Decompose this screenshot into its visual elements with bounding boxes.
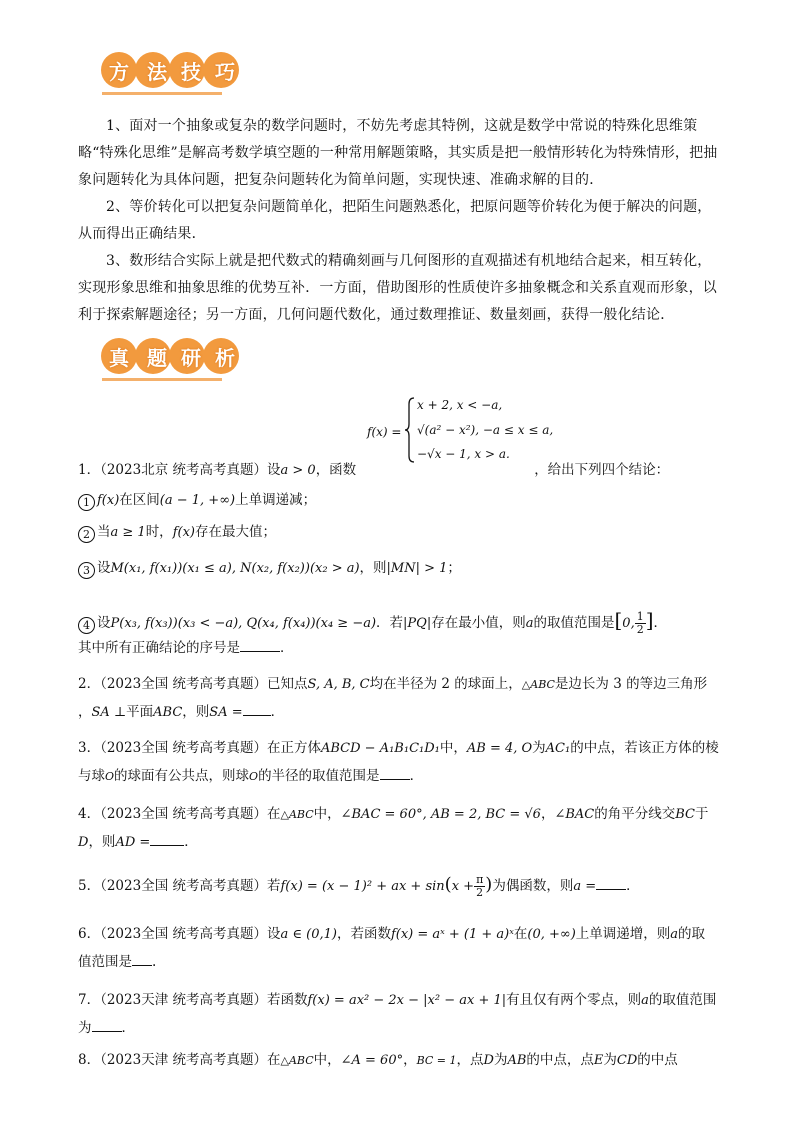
q2-line-1: 2．（2023全国 统考高考真题）已知点S, A, B, C均在半径为 2 的球面上，△ABC是边长为 3 的等边三角形 bbox=[78, 676, 708, 692]
brace-icon bbox=[404, 396, 416, 464]
badge-underline bbox=[102, 92, 222, 95]
answer-blank[interactable] bbox=[380, 767, 410, 780]
q1-piece-2: √(a² − x²), −a ≤ x ≤ a, bbox=[417, 423, 554, 437]
fraction: $\frac{1}{2}$ bbox=[636, 610, 644, 636]
q4-line-2: D，则AD = ． bbox=[78, 834, 198, 850]
badge-char: 真 bbox=[109, 345, 129, 370]
answer-blank[interactable] bbox=[92, 1019, 122, 1032]
q1-stem: 1．（2023北京 统考高考真题）设a > 0，函数 ，给出下列四个结论： bbox=[78, 462, 670, 478]
answer-blank[interactable] bbox=[243, 703, 271, 716]
q6-line-2: 值范围是 . bbox=[78, 954, 157, 970]
q1-fx-label: f(x) = bbox=[367, 425, 402, 439]
badge-char: 析 bbox=[215, 345, 235, 370]
q8-line-1: 8．（2023天津 统考高考真题）在△ABC中，∠A = 60°，BC = 1，点D为AB的中点，点E为CD的中点 bbox=[78, 1052, 678, 1068]
q6-line-1: 6．（2023全国 统考高考真题）设a ∈ (0,1)，若函数f(x) = aˣ + (1 + a)ˣ在(0, +∞)上单调递增，则a的取 bbox=[78, 926, 706, 942]
fraction: $\frac{\pi}{2}$ bbox=[476, 873, 484, 899]
q5-line-1: 5．（2023全国 统考高考真题）若f(x) = (x − 1)² + ax + sin(x + $\frac{\pi}{2}$ )为偶函数，则a = ． bbox=[78, 873, 640, 899]
q3-line-2: 与球O的球面有公共点，则球O的半径的取值范围是 ． bbox=[78, 768, 424, 784]
methods-paragraph-2: 2、等价转化可以把复杂问题简单化，把陌生问题熟悉化，把原问题等价转化为便于解决的问题，从而得出正确结果． bbox=[78, 199, 712, 242]
badge-char: 巧 bbox=[215, 59, 235, 84]
methods-paragraph-3: 3、数形结合实际上就是把代数式的精确刻画与几何图形的直观描述有机地结合起来，相互转化，实现形象思维和抽象思维的优势互补．一方面，借助图形的性质使许多抽象概念和关系直观而形象，以利于探索解题途径；另一方面，几何问题代数化，通过数理推证、数量刻画，获得一般化结论． bbox=[78, 253, 717, 323]
answer-blank[interactable] bbox=[150, 833, 184, 846]
q1-piece-3: −√x − 1, x > a. bbox=[417, 447, 510, 461]
q4-line-1: 4．（2023全国 统考高考真题）在△ABC中，∠BAC = 60°, AB = 2, BC = √6，∠BAC的角平分线交BC于 bbox=[78, 806, 709, 822]
q7-line-1: 7．（2023天津 统考高考真题）若函数f(x) = ax² − 2x − |x² − ax + 1|有且仅有两个零点，则a的取值范围 bbox=[78, 992, 717, 1008]
badge-char: 研 bbox=[181, 345, 201, 370]
q7-line-2: 为 ． bbox=[78, 1020, 135, 1036]
answer-blank[interactable] bbox=[596, 877, 626, 890]
q1-piece-1: x + 2, x < −a, bbox=[417, 398, 503, 412]
q1-statement-3: 3 设M(x₁, f(x₁))(x₁ ≤ a), N(x₂, f(x₂))(x₂ > a)，则|MN| > 1； bbox=[78, 556, 461, 579]
q2-line-2: ，SA ⊥平面ABC，则SA = ． bbox=[78, 704, 285, 720]
answer-blank[interactable] bbox=[240, 639, 280, 652]
badge-underline bbox=[102, 378, 222, 381]
q3-line-1: 3．（2023全国 统考高考真题）在正方体ABCD − A₁B₁C₁D₁中，AB = 4, O为AC₁的中点，若该正方体的棱 bbox=[78, 740, 719, 756]
badge-char: 题 bbox=[147, 345, 167, 370]
answer-blank[interactable] bbox=[132, 953, 152, 966]
q1-statement-4: 4 设P(x₃, f(x₃))(x₃ < −a), Q(x₄, f(x₄))(x₄ ≥ −a)．若|PQ|存在最小值，则a的取值范围是[0, $\frac{1}{2}$ ]． bbox=[78, 608, 667, 636]
badge-char: 法 bbox=[147, 59, 167, 84]
q1-ask: 其中所有正确结论的序号是 ． bbox=[78, 640, 294, 656]
q1-statement-1: 1 f(x)在区间(a − 1, +∞)上单调递减； bbox=[78, 488, 316, 511]
badge-char: 技 bbox=[181, 59, 201, 84]
methods-paragraph-1: 1、面对一个抽象或复杂的数学问题时，不妨先考虑其特例，这就是数学中常说的特殊化思维策略“特殊化思维”是解高考数学填空题的一种常用解题策略，其实质是把一般情形转化为特殊情形，把抽象问题转化为具体问题，把复杂问题转化为简单问题，实现快速、准确求解的目的． bbox=[78, 118, 718, 188]
badge-char: 方 bbox=[109, 59, 129, 84]
q1-statement-2: 2 当a ≥ 1时，f(x)存在最大值； bbox=[78, 520, 276, 543]
